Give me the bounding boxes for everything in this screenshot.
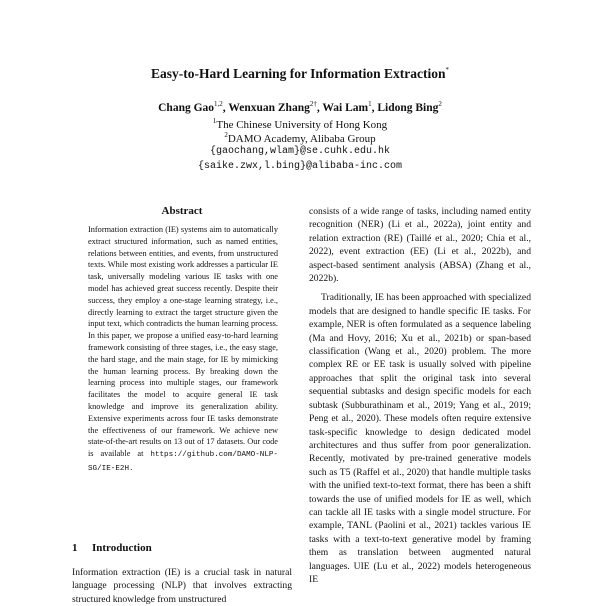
author-list: Chang Gao$^{1,2}$, Wenxuan Zhang$^{2\dagger}$, Wai Lam$^1$, Lidong Bing$^2$ (158, 100, 442, 114)
affiliation: $^1$The Chinese University of Hong Kong (212, 117, 388, 131)
body-paragraph: Traditionally, IE has been approached with specialized models that are designed to handle specific IE tasks. For example, NER is often formulated as a sequence labeling (Ma and Hovy, 2016; Xu et al., 2021b) or span-based classification (Wang et al., 2020) problem. The more complex RE or EE task is usually solved with pipeline approaches that split the original task into several sequential subtasks and design specific models for each subtask (Subburathinam et al., 2019; Yang et al., 2019; Peng et al., 2020). These models often require extensive task-specific knowledge to design dedicated model architectures and thus suffer from poor generalization. Recently, motivated by pre-trained generative models such as T5 (Raffel et al., 2020) that handle multiple tasks with the unified text-to-text format, there has been a shift towards the use of unified models for IE as well, which can tackle all IE tasks with a single model structure. For example, TANL (Paolini et al., 2021) tackles various IE tasks with a text-to-text generative model by framing them as translation between augmented natural languages. UIE (Lu et al., 2022) models heterogeneous IE (309, 292, 531, 585)
author: Wenxuan Zhang$^{2\dagger}$ (228, 100, 317, 114)
right-column (309, 205, 531, 586)
paper-title: Easy-to-Hard Learning for Information Extraction* (151, 66, 449, 81)
body-paragraph: consists of a wide range of tasks, including named entity recognition (NER) (Li et al., 2022a), joint entity and relation extraction (RE) (Taillé et al., 2020; Chia et al., 2022), event extraction (EE) (Li et al., 2022b), and aspect-based sentiment analysis (ABSA) (Zhang et al., 2022b). (309, 206, 531, 285)
abstract-heading: Abstract (161, 205, 203, 217)
affiliation: $^2$DAMO Academy, Alibaba Group (224, 131, 376, 145)
author: Chang Gao$^{1,2}$ (158, 100, 223, 114)
intro-paragraph: Information extraction (IE) is a crucial task in natural language processing (NLP) that involves extracting structured knowledge from unstructured (72, 567, 292, 605)
code-link[interactable]: https://github.com/DAMO-NLP-SG/IE-E2H. (88, 451, 278, 473)
email-line: {saike.zwx,l.bing}@alibaba-inc.com (197, 161, 403, 172)
email-line: {gaochang,wlam}@se.cuhk.edu.hk (209, 146, 391, 157)
section-heading: 1 Introduction (72, 542, 152, 554)
title-footnote-mark: * (445, 66, 449, 74)
author: Lidong Bing$^2$ (377, 100, 442, 114)
abstract-body (88, 224, 278, 476)
abstract-text: Information extraction (IE) systems aim to automatically extract structured information, such as named entities, relations between entities, and events, from unstructured texts. While most existing work addresses a particular IE task, universally modeling various IE tasks with one model has achieved great success recently. Despite their success, they employ a one-stage learning strategy, i.e., directly learning to extract the target structure given the input text, which contradicts the human learning process. In this paper, we propose a unified easy-to-hard learning framework consisting of three stages, i.e., the easy stage, the hard stage, and the main stage, for IE by mimicking the human learning process. By breaking down the learning process into multiple stages, our framework facilitates the model to acquire general IE task knowledge and improve its generalization ability. Extensive experiments across four IE tasks demonstrate the effectiveness of our framework. We achieve new state-of-the-art results on 13 out of 17 datasets. Our code is available at (88, 225, 278, 459)
author: Wai Lam$^1$ (322, 100, 372, 114)
